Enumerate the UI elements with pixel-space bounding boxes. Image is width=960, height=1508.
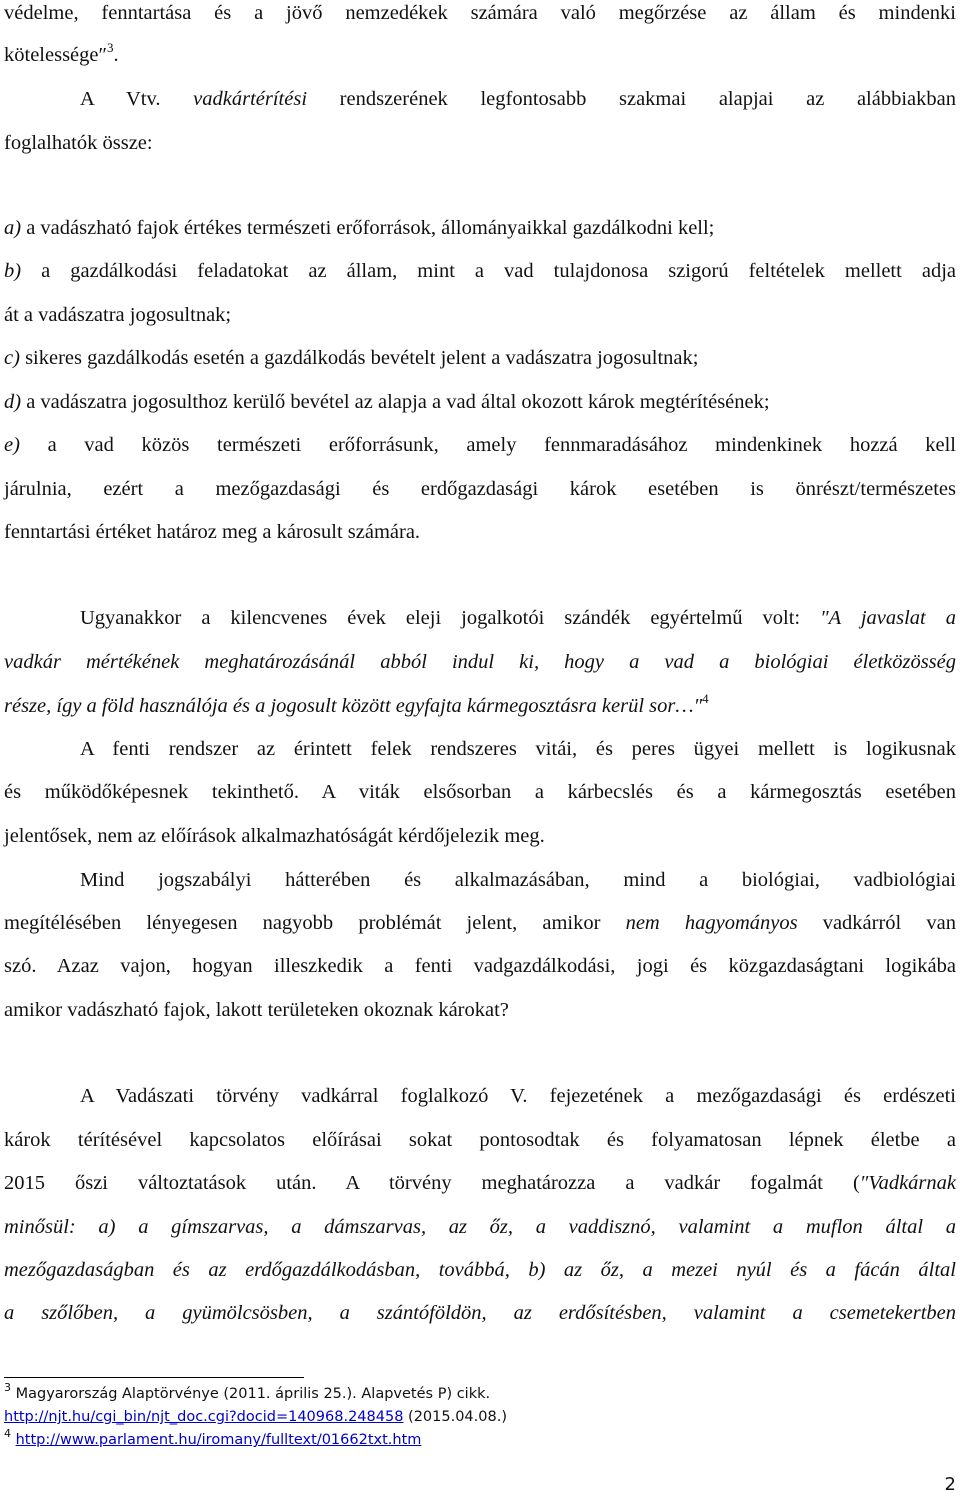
text-line: minősül: a) a gímszarvas, a dámszarvas, az őz, a vaddisznó, valamint a muflon által a [4, 1216, 956, 1238]
text-line: szó. Azaz vajon, hogyan illeszkedik a fenti vadgazdálkodási, jogi és közgazdaságtani logikába [4, 955, 956, 977]
text-line: Mind jogszabályi hátterében és alkalmazásában, mind a biológiai, vadbiológiai [80, 869, 956, 891]
footnote-divider [4, 1377, 304, 1378]
text-line: át a vadászatra jogosultnak; [4, 304, 232, 326]
footnote-3-link[interactable]: http://njt.hu/cgi_bin/njt_doc.cgi?docid=140968.248458 [4, 1409, 404, 1425]
text-line: kötelessége″$^3$. [4, 40, 119, 66]
footnote-ref[interactable]: 3 [107, 40, 114, 55]
text-line: a szőlőben, a gyümölcsösben, a szántóföldön, az erdősítésben, valamint a csemetekertben [4, 1302, 956, 1324]
text-line: védelme, fenntartása és a jövő nemzedékek számára való megőrzése az állam és mindenki [4, 2, 956, 24]
text-line: A Vadászati törvény vadkárral foglalkozó V. fejezetének a mezőgazdasági és erdészeti [80, 1085, 956, 1107]
list-item-d: d) a vadászatra jogosulthoz kerülő bevétel az alapja a vad által okozott károk megtérítésének; [4, 391, 770, 413]
footnote-4: $^4$ http://www.parlament.hu/iromany/fulltext/01662txt.htm [4, 1427, 422, 1448]
text-line: vadkár mértékének meghatározásánál abból indul ki, hogy a vad a biológiai életközösség [4, 651, 956, 673]
footnote-ref[interactable]: 4 [702, 691, 709, 706]
footnote-4-link[interactable]: http://www.parlament.hu/iromany/fulltext/01662txt.htm [15, 1432, 422, 1448]
text-line: Ugyanakkor a kilencvenes évek eleji jogalkotói szándék egyértelmű volt: ″A javaslat a [80, 607, 956, 629]
text-line: A Vtv. vadkártérítési rendszerének legfontosabb szakmai alapjai az alábbiakban [80, 88, 956, 110]
list-item-a: a) a vadászható fajok értékes természeti erőforrások, állományaikkal gazdálkodni kell; [4, 217, 715, 239]
text-line: járulnia, ezért a mezőgazdasági és erdőgazdasági károk esetében is önrészt/természetes [4, 478, 956, 500]
text-line: része, így a föld használója és a jogosult között egyfajta kármegosztásra kerül sor…″$^4$ [4, 691, 709, 717]
text-line: foglalhatók össze: [4, 132, 153, 154]
text-line: mezőgazdaságban és az erdőgazdálkodásban, továbbá, b) az őz, a mezei nyúl és a fácán által [4, 1259, 956, 1281]
list-item-b: b) a gazdálkodási feladatokat az állam, mint a vad tulajdonosa szigorú feltételek mellett adja [4, 260, 956, 282]
text-line: károk térítésével kapcsolatos előírásai sokat pontosodtak és folyamatosan lépnek életbe a [4, 1129, 956, 1151]
text-line: A fenti rendszer az érintett felek rendszeres vitái, és peres ügyei mellett is logikusnak [80, 738, 956, 760]
text-line: amikor vadászható fajok, lakott területeken okoznak károkat? [4, 999, 509, 1021]
text-line: jelentősek, nem az előírások alkalmazhatóságát kérdőjelezik meg. [4, 825, 545, 847]
page-number: 2 [944, 1474, 956, 1495]
list-item-e: e) a vad közös természeti erőforrásunk, amely fennmaradásához mindenkinek hozzá kell [4, 434, 956, 456]
text-line: 2015 őszi változtatások után. A törvény meghatározza a vadkár fogalmát (″Vadkárnak [4, 1172, 956, 1194]
text-line: megítélésében lényegesen nagyobb problémát jelent, amikor nem hagyományos vadkárról van [4, 912, 956, 934]
text-line: fenntartási értéket határoz meg a károsult számára. [4, 521, 421, 543]
list-item-c: c) sikeres gazdálkodás esetén a gazdálkodás bevételt jelent a vadászatra jogosultnak; [4, 347, 699, 369]
footnote-3-link-line: http://njt.hu/cgi_bin/njt_doc.cgi?docid=140968.248458 (2015.04.08.) [4, 1409, 507, 1425]
text-line: és működőképesnek tekinthető. A viták elsősorban a kárbecslés és a kármegosztás esetében [4, 781, 956, 803]
footnote-3: $^3$ Magyarország Alaptörvénye (2011. április 25.). Alapvetés P) cikk. [4, 1381, 491, 1402]
